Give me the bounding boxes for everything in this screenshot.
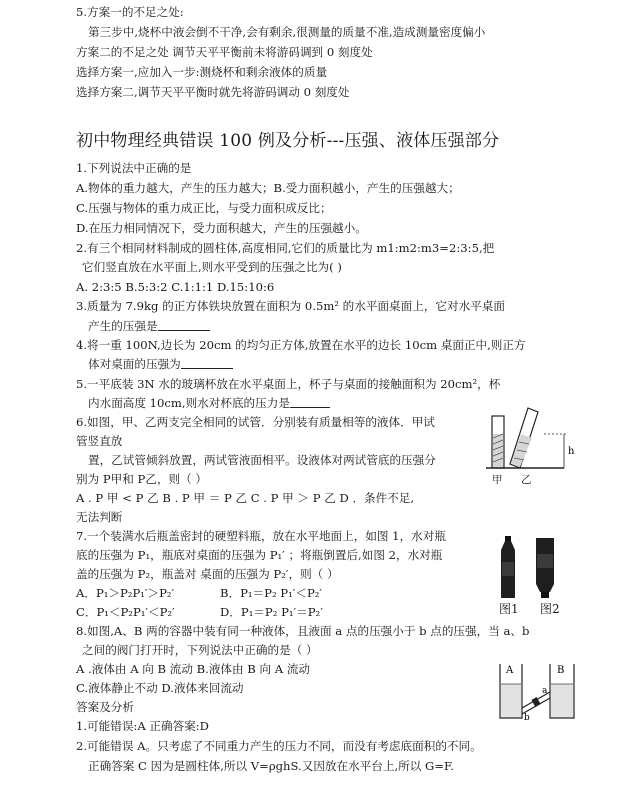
question-8-options-cd: C.液体静止不动 D.液体来回流动: [76, 681, 244, 695]
question-7-line-1: 7.一个装满水后瓶盖密封的硬塑料瓶，放在水平地面上，如图 1，水对瓶: [76, 529, 446, 543]
figure-1-caption: 图1: [499, 602, 519, 616]
test-tube-jia: [492, 416, 504, 468]
question-2-options: A. 2:3:5 B.5:3:2 C.1:1:1 D.15:10:6: [76, 280, 275, 294]
question-7-line-3: 盖的压强为 P₂，瓶盖对 桌面的压强为 P₂′，则（ ）: [76, 567, 339, 581]
question-8-line-1: 8.如图,A、B 两的容器中装有同一种液体，且液面 a 点的压强小于 b 点的压强，当 a、b: [76, 624, 530, 638]
question-7-option-a: A．P₁＞P₂P₁′＞P₂′: [76, 586, 175, 600]
question-4-line-2: 体对桌面的压强为: [88, 356, 233, 372]
question-6-options: A . P 甲 < P 乙 B . P 甲 ＝ P 乙 C . P 甲 ＞ P 乙 D ．条件不足,: [76, 491, 415, 505]
point-a-label: a: [542, 686, 548, 696]
bottle-inverted-icon: [536, 538, 554, 598]
text-line: 选择方案二,调节天平平衡时就先将游码调动 0 刻度处: [76, 85, 350, 99]
question-6-line-6: 无法判断: [76, 510, 123, 524]
text-line: 5.方案一的不足之处:: [76, 5, 184, 19]
question-3-line-1: 3.质量为 7.9kg 的正方体铁块放置在面积为 0.5m² 的水平面桌面上，它对水平桌面: [76, 299, 505, 313]
question-4-line-1: 4.将一重 100N,边长为 20cm 的均匀正方体,放置在水平的边长 10cm 桌面正中,则正方: [76, 338, 526, 352]
answer-blank: [181, 356, 233, 369]
answer-2-correct: 正确答案 C 因为是圆柱体,所以 V=ρghS.又因放在水平台上,所以 G=F.: [88, 759, 454, 773]
text-line: 第三步中,烧杯中液会倒不干净,会有剩余,很测量的质量不准,造成测量密度偏小: [88, 25, 486, 39]
test-tube-yi: [510, 408, 538, 468]
question-7-option-b: B．P₁＝P₂ P₁′＜P₂′: [220, 586, 323, 600]
question-3-line-2: 产生的压强是: [88, 318, 210, 334]
point-b-label: b: [524, 713, 530, 722]
text-line: 方案二的不足之处 调节天平平衡前未将游码调到 0 刻度处: [76, 45, 373, 59]
question-2-stem-cont: 它们竖直放在水平面上,则水平受到的压强之比为( ): [82, 260, 342, 274]
answers-heading: 答案及分析: [76, 700, 134, 714]
section-title: 初中物理经典错误 100 例及分析---压强、液体压强部分: [76, 131, 500, 151]
container-figure: [496, 660, 580, 722]
question-1-option-d: D.在压力相同情况下，受力面积越大，产生的压强越小。: [76, 221, 367, 235]
question-5-line-1: 5.一平底装 3N 水的玻璃杯放在水平桌面上，杯子与桌面的接触面积为 20cm²，杯: [76, 377, 501, 391]
figure-label-yi: 乙: [521, 474, 532, 486]
question-7-option-d: D．P₁＝P₂ P₁′＝P₂′: [220, 605, 323, 619]
question-8-options-ab: A .液体由 A 向 B 流动 B.液体由 B 向 A 流动: [76, 662, 311, 676]
question-5-line-2: 内水面高度 10cm,则水对杯底的压力是: [88, 395, 330, 411]
question-7-line-2: 底的压强为 P₁，瓶底对桌面的压强为 P₁′ ；将瓶倒置后,如图 2，水对瓶: [76, 548, 443, 562]
question-1-option-ab: A.物体的重力越大，产生的压力越大；B.受力面积越小，产生的压强越大；: [76, 181, 460, 195]
bottle-upright-icon: [501, 536, 515, 598]
text-line: 选择方案一,应加入一步:测烧杯和剩余液体的质量: [76, 65, 328, 79]
answer-blank: [290, 395, 330, 408]
label-container-a: A: [506, 665, 514, 676]
question-1-option-c: C.压强与物体的重力成正比，与受力面积成反比；: [76, 201, 332, 215]
figure-2-caption: 图2: [540, 602, 560, 616]
question-6-line-1: 6.如图，甲、乙两支完全相同的试管．分别装有质量相等的液体．甲试: [76, 415, 435, 429]
question-1-stem: 1.下列说法中正确的是: [76, 161, 192, 175]
height-label: h: [568, 446, 575, 457]
answer-2: 2.可能错误 A。只考虑了不同重力产生的压力不同，而没有考虑底面积的不同。: [76, 739, 482, 753]
question-6-line-2: 管竖直放: [76, 434, 123, 448]
figure-label-jia: 甲: [492, 474, 503, 486]
question-7-option-c: C．P₁＜P₂P₁′＜P₂′: [76, 605, 175, 619]
question-8-line-2: 之间的阀门打开时，下列说法中正确的是（ ）: [82, 643, 318, 657]
answer-blank: [158, 318, 210, 331]
question-6-line-3: 置，乙试管倾斜放置，两试管液面相平。设液体对两试管底的压强分: [88, 453, 436, 467]
bottle-figure: [496, 536, 576, 602]
question-2-stem: 2.有三个相同材料制成的圆柱体,高度相同,它们的质量比为 m1:m2:m3=2:3:5,把: [76, 241, 495, 255]
question-6-line-4: 别为 P甲和 P乙，则（ ）: [76, 472, 208, 486]
label-container-b: B: [557, 665, 565, 676]
answer-1: 1.可能错误:A 正确答案:D: [76, 719, 209, 733]
